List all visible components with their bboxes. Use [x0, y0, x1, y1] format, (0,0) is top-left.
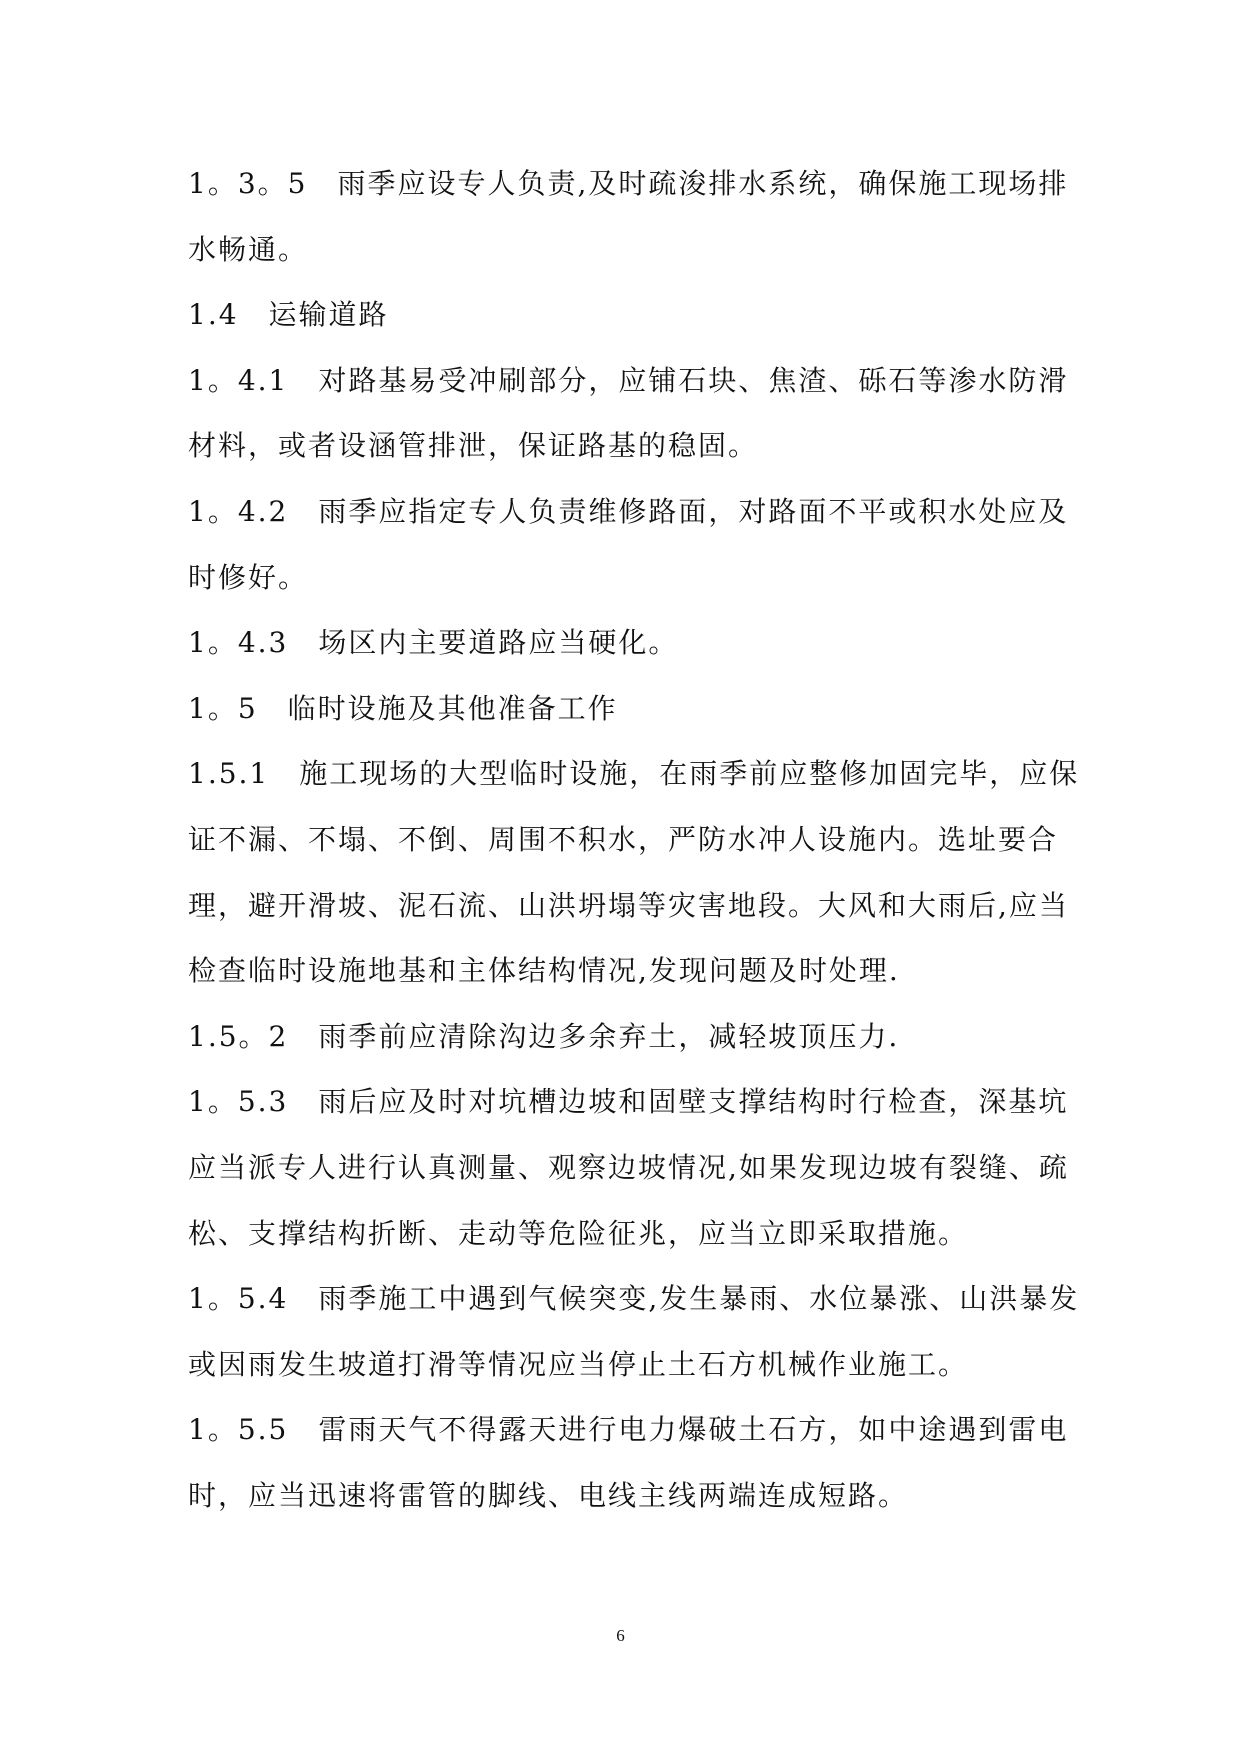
- section-heading: 1.4 运输道路: [188, 298, 389, 332]
- text-line: 1.5。2 雨季前应清除沟边多余弃土，减轻坡顶压力.: [188, 1019, 900, 1053]
- text-line: 1。3。5 雨季应设专人负责,及时疏浚排水系统，确保施工现场排: [188, 167, 1069, 200]
- text-line: 1。5.5 雷雨天气不得露天进行电力爆破土石方，如中途遇到雷电: [188, 1413, 1069, 1447]
- text-line: 1。4.2 雨季应指定专人负责维修路面，对路面不平或积水处应及: [188, 494, 1069, 528]
- text-line: 1。4.1 对路基易受冲刷部分，应铺石块、焦渣、砾石等渗水防滑: [188, 363, 1069, 397]
- text-line: 检查临时设施地基和主体结构情况,发现问题及时处理.: [188, 954, 900, 988]
- text-line: 松、支撑结构折断、走动等危险征兆，应当立即采取措施。: [188, 1216, 969, 1250]
- text-line: 材料，或者设涵管排泄，保证路基的稳固。: [188, 429, 759, 463]
- text-line: 水畅通。: [188, 232, 309, 266]
- text-line: 1.5.1 施工现场的大型临时设施，在雨季前应整修加固完毕，应保: [188, 757, 1080, 791]
- text-line: 1。5.3 雨后应及时对坑槽边坡和固壁支撑结构时行检查，深基坑: [188, 1085, 1069, 1119]
- body-text: [188, 159, 1080, 1536]
- section-heading: 1。5 临时设施及其他准备工作: [188, 691, 618, 725]
- text-line: 应当派专人进行认真测量、观察边坡情况,如果发现边坡有裂缝、疏: [188, 1150, 1069, 1184]
- text-line: 时修好。: [188, 560, 309, 594]
- text-line: 时，应当迅速将雷管的脚线、电线主线两端连成短路。: [188, 1478, 909, 1512]
- text-line: 证不漏、不塌、不倒、周围不积水，严防水冲人设施内。选址要合: [188, 822, 1059, 856]
- text-line: 理，避开滑坡、泥石流、山洪坍塌等灾害地段。大风和大雨后,应当: [188, 888, 1069, 922]
- text-line: 1。4.3 场区内主要道路应当硬化。: [188, 626, 679, 660]
- text-line: 或因雨发生坡道打滑等情况应当停止土石方机械作业施工。: [188, 1347, 969, 1381]
- page-number: 6: [616, 1626, 625, 1645]
- text-line: 1。5.4 雨季施工中遇到气候突变,发生暴雨、水位暴涨、山洪暴发: [188, 1282, 1080, 1316]
